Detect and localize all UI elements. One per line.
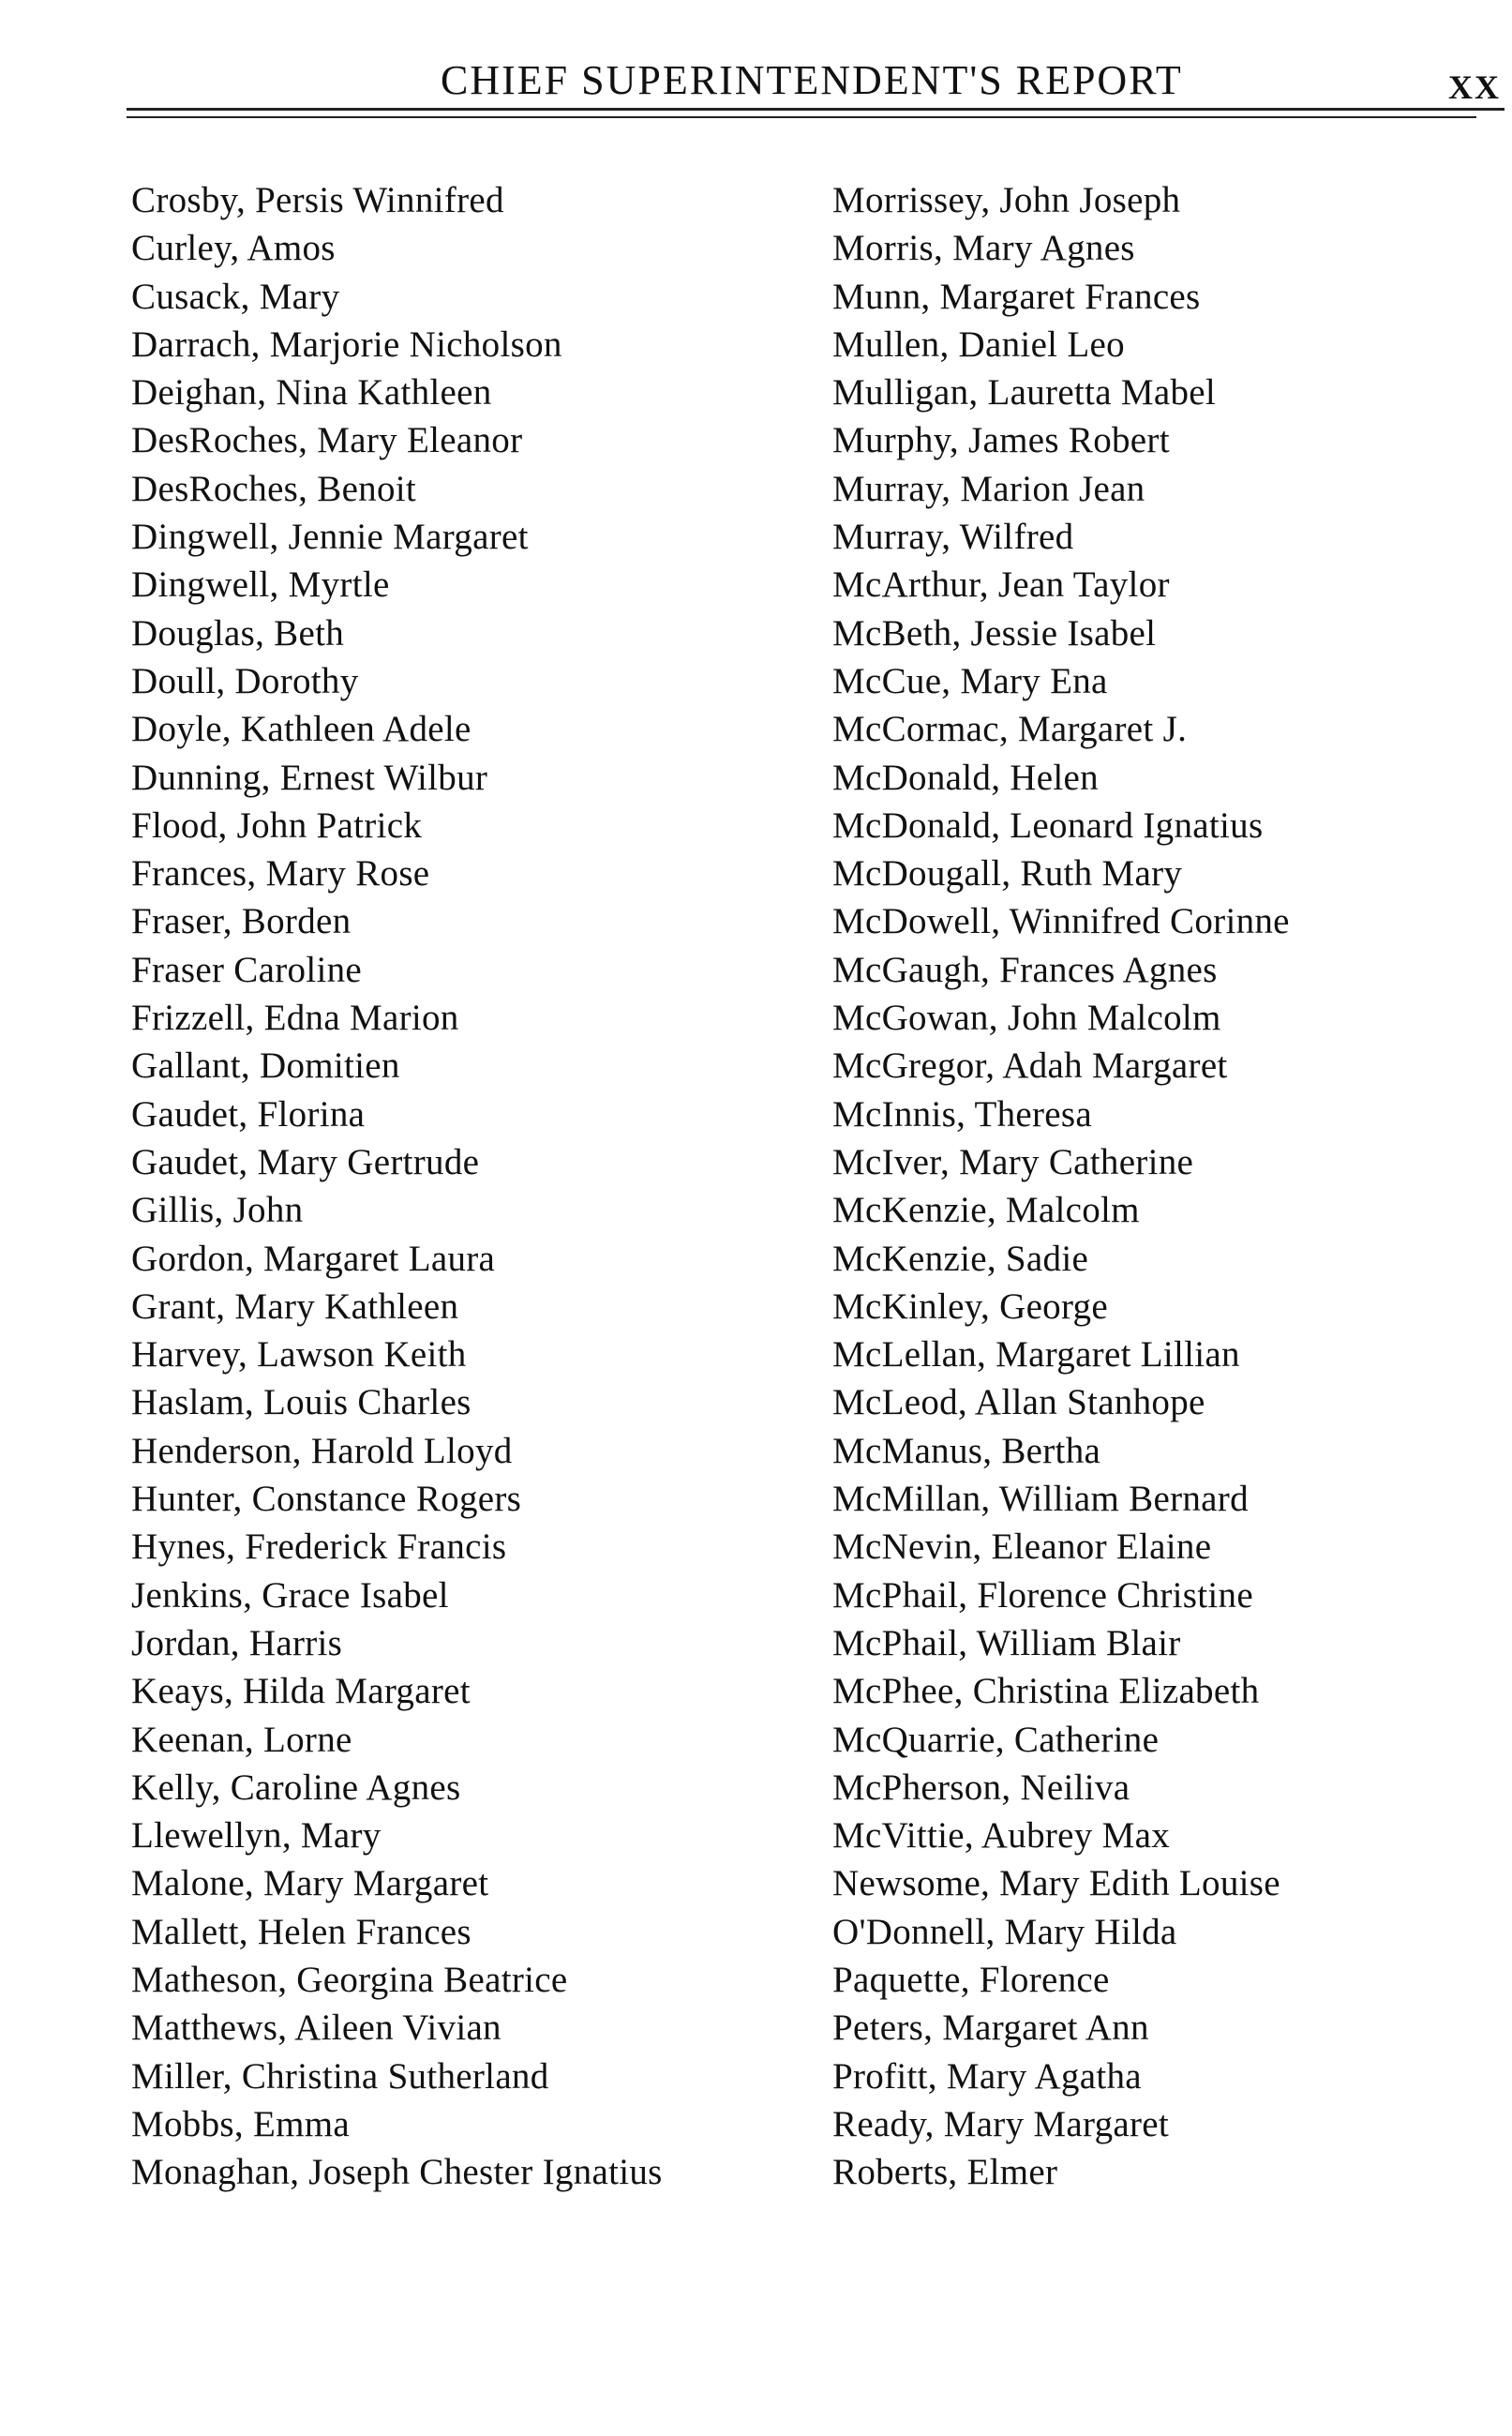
list-item: McDonald, Leonard Ignatius	[832, 804, 1264, 846]
list-item: Henderson, Harold Lloyd	[131, 1430, 513, 1471]
list-item: Dunning, Ernest Wilbur	[131, 757, 488, 798]
list-item: O'Donnell, Mary Hilda	[832, 1911, 1177, 1952]
list-item: Profitt, Mary Agatha	[832, 2055, 1142, 2097]
list-item: Ready, Mary Margaret	[832, 2103, 1170, 2144]
list-item: Deighan, Nina Kathleen	[131, 372, 492, 414]
list-item: Frizzell, Edna Marion	[131, 998, 459, 1039]
list-item: McMillan, William Bernard	[832, 1479, 1249, 1520]
list-item: Malone, Mary Margaret	[131, 1863, 489, 1904]
list-item: Keenan, Lorne	[131, 1719, 352, 1760]
header-rule	[127, 108, 1505, 111]
list-item: McVittie, Aubrey Max	[832, 1815, 1171, 1857]
page-header	[0, 49, 1512, 105]
list-item: Keays, Hilda Margaret	[131, 1671, 471, 1712]
header-rule-secondary	[127, 116, 1476, 118]
list-item: Mulligan, Lauretta Mabel	[832, 372, 1216, 414]
list-item: Monaghan, Joseph Chester Ignatius	[131, 2152, 663, 2193]
list-item: DesRoches, Benoit	[131, 468, 417, 509]
list-item: McLeod, Allan Stanhope	[832, 1382, 1205, 1423]
list-item: McPherson, Neiliva	[832, 1767, 1130, 1808]
list-item: McPhee, Christina Elizabeth	[832, 1671, 1260, 1712]
list-item: Gaudet, Mary Gertrude	[131, 1141, 480, 1182]
running-title: CHIEF SUPERINTENDENT'S REPORT	[441, 57, 1183, 103]
list-item: Dingwell, Jennie Margaret	[131, 517, 529, 558]
list-item: Curley, Amos	[131, 228, 336, 269]
list-item: Darrach, Marjorie Nicholson	[131, 323, 562, 365]
list-item: Gillis, John	[131, 1190, 304, 1231]
list-item: McManus, Bertha	[832, 1430, 1101, 1471]
list-item: McLellan, Margaret Lillian	[832, 1334, 1240, 1376]
list-item: McGowan, John Malcolm	[832, 998, 1221, 1039]
list-item: Mobbs, Emma	[131, 2103, 350, 2144]
list-item: Morris, Mary Agnes	[832, 228, 1135, 269]
list-item: Mullen, Daniel Leo	[832, 323, 1125, 365]
list-item: Roberts, Elmer	[832, 2152, 1058, 2193]
list-item: Jenkins, Grace Isabel	[131, 1574, 449, 1616]
page-number: XX	[1448, 68, 1501, 106]
list-item: Paquette, Florence	[832, 1959, 1110, 2000]
list-item: Fraser, Borden	[131, 901, 352, 942]
list-item: Douglas, Beth	[131, 612, 345, 654]
list-item: Llewellyn, Mary	[131, 1815, 382, 1857]
list-item: Haslam, Louis Charles	[131, 1382, 472, 1423]
list-item: Flood, John Patrick	[131, 804, 423, 846]
list-item: McGregor, Adah Margaret	[832, 1045, 1228, 1087]
list-item: McBeth, Jessie Isabel	[832, 612, 1157, 654]
list-item: Harvey, Lawson Keith	[131, 1334, 467, 1376]
list-item: McIver, Mary Catherine	[832, 1141, 1194, 1182]
name-list-left-column	[131, 176, 806, 2196]
list-item: McQuarrie, Catherine	[832, 1719, 1160, 1760]
list-item: McNevin, Eleanor Elaine	[832, 1526, 1212, 1568]
list-item: McCormac, Margaret J.	[832, 709, 1188, 750]
list-item: Kelly, Caroline Agnes	[131, 1767, 461, 1808]
list-item: Murray, Marion Jean	[832, 468, 1145, 509]
list-item: Frances, Mary Rose	[131, 853, 430, 895]
list-item: McArthur, Jean Taylor	[832, 564, 1170, 606]
list-item: McKinley, George	[832, 1286, 1108, 1327]
list-item: Morrissey, John Joseph	[832, 180, 1181, 220]
list-item: Crosby, Persis Winnifred	[131, 180, 504, 220]
list-item: Fraser Caroline	[131, 949, 363, 990]
list-item: Miller, Christina Sutherland	[131, 2055, 549, 2097]
list-item: McPhail, William Blair	[832, 1622, 1181, 1663]
list-item: Grant, Mary Kathleen	[131, 1286, 459, 1327]
name-list-right-column	[832, 176, 1507, 2196]
list-item: Gaudet, Florina	[131, 1093, 366, 1135]
list-item: Hynes, Frederick Francis	[131, 1526, 507, 1568]
list-item: McDougall, Ruth Mary	[832, 853, 1183, 895]
list-item: Matthews, Aileen Vivian	[131, 2007, 502, 2049]
list-item: Jordan, Harris	[131, 1622, 343, 1663]
list-item: DesRoches, Mary Eleanor	[131, 420, 523, 461]
list-item: McPhail, Florence Christine	[832, 1574, 1253, 1616]
list-item: Doull, Dorothy	[131, 660, 359, 701]
list-item: Munn, Margaret Frances	[832, 276, 1201, 317]
list-item: McInnis, Theresa	[832, 1093, 1092, 1135]
list-item: Dingwell, Myrtle	[131, 564, 390, 606]
list-item: Newsome, Mary Edith Louise	[832, 1863, 1280, 1904]
list-item: McKenzie, Sadie	[832, 1238, 1089, 1279]
list-item: Gordon, Margaret Laura	[131, 1238, 496, 1279]
list-item: Gallant, Domitien	[131, 1045, 400, 1087]
list-item: McGaugh, Frances Agnes	[832, 949, 1218, 990]
list-item: Murphy, James Robert	[832, 420, 1170, 461]
list-item: Cusack, Mary	[131, 276, 340, 317]
list-item: McDowell, Winnifred Corinne	[832, 901, 1290, 942]
list-item: Murray, Wilfred	[832, 517, 1074, 558]
list-item: Matheson, Georgina Beatrice	[131, 1959, 568, 2000]
list-item: Mallett, Helen Frances	[131, 1911, 472, 1952]
list-item: Peters, Margaret Ann	[832, 2007, 1149, 2049]
list-item: McKenzie, Malcolm	[832, 1190, 1140, 1231]
list-item: McDonald, Helen	[832, 757, 1099, 798]
list-item: Hunter, Constance Rogers	[131, 1479, 522, 1520]
list-item: McCue, Mary Ena	[832, 660, 1108, 701]
list-item: Doyle, Kathleen Adele	[131, 709, 472, 750]
